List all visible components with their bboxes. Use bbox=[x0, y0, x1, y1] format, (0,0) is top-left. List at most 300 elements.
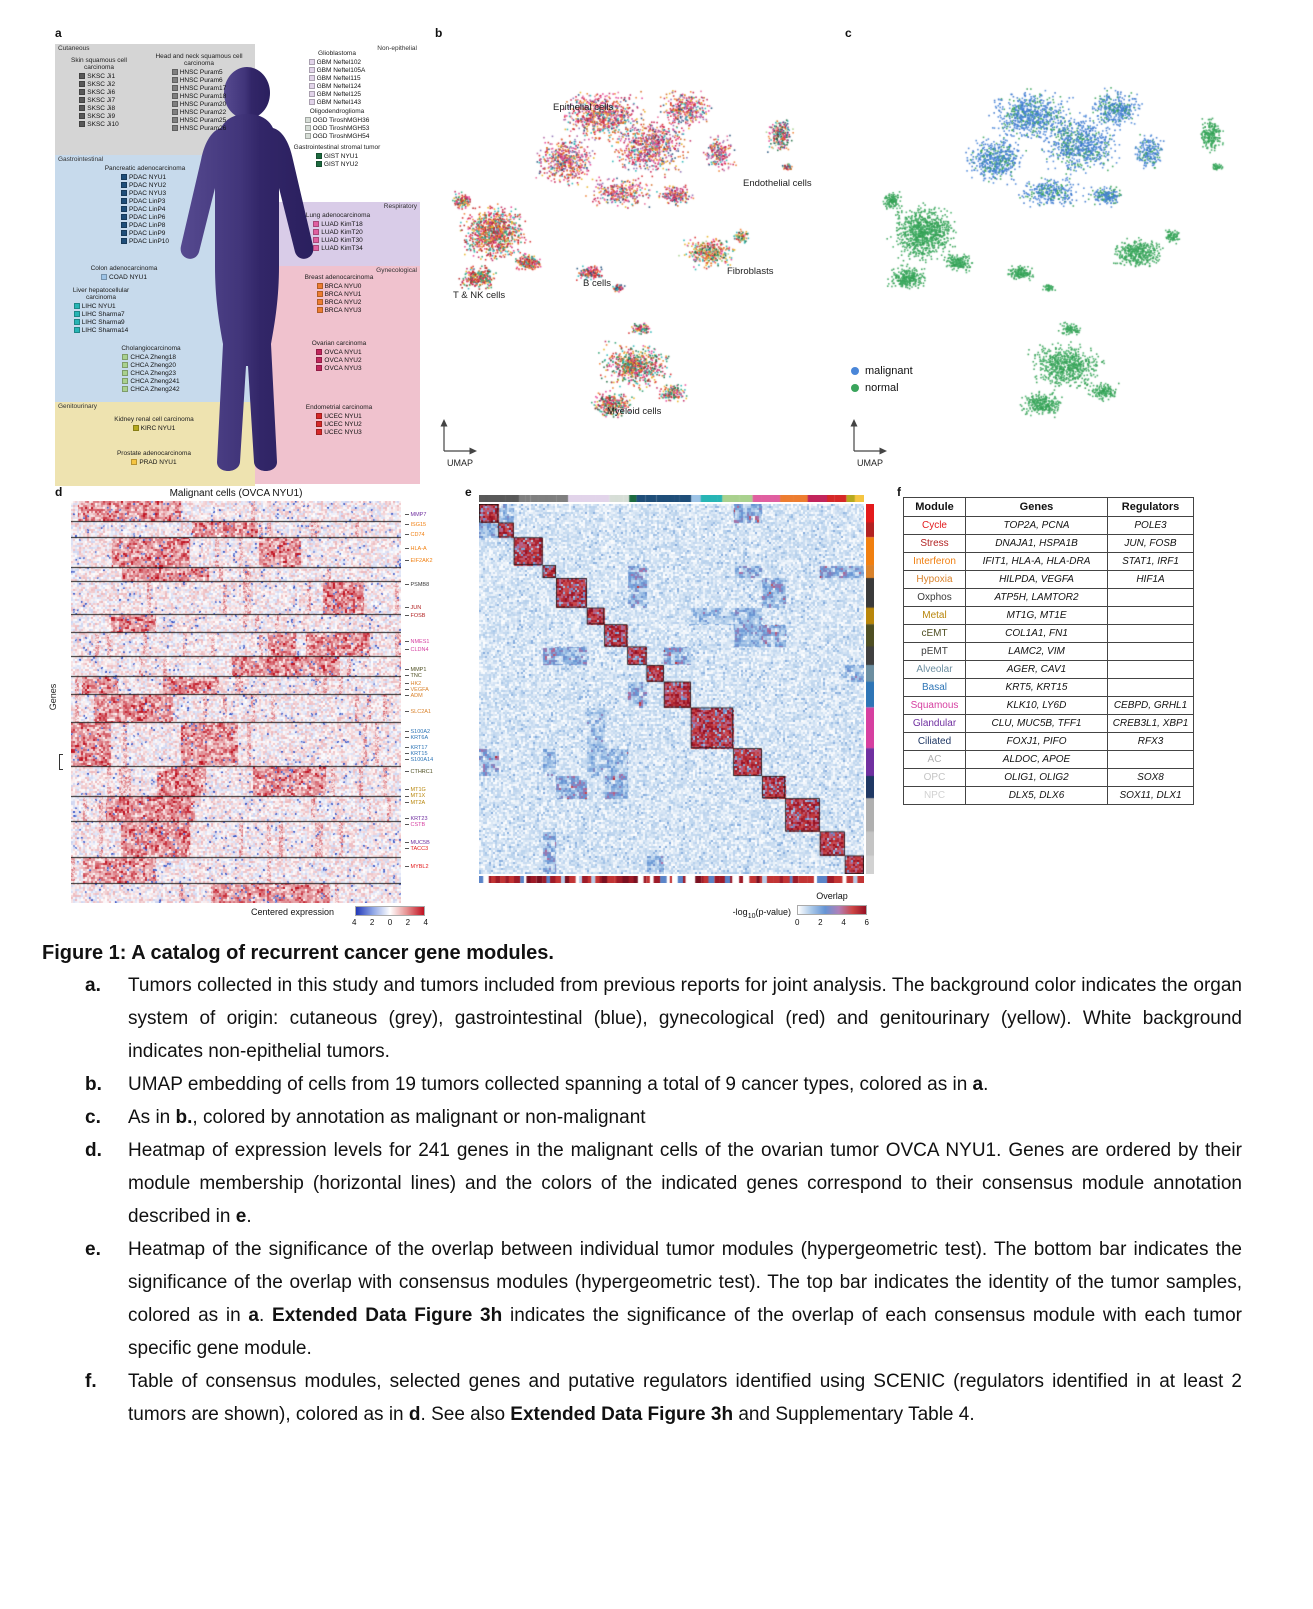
sample-color-swatch bbox=[316, 429, 322, 435]
module-regulators: CREB3L1, XBP1 bbox=[1108, 715, 1194, 733]
sample-name: OVCA NYU2 bbox=[324, 356, 362, 364]
sample-color-swatch bbox=[316, 365, 322, 371]
gene-tick-icon bbox=[405, 759, 409, 760]
figure-caption-title: Figure 1: A catalog of recurrent cancer gene modules. bbox=[42, 942, 554, 964]
sample-color-swatch bbox=[79, 121, 85, 127]
caption-item-text: As in b., colored by annotation as malignant or non-malignant bbox=[128, 1107, 646, 1128]
tumor-sample-item bbox=[121, 213, 169, 221]
tumor-group-title: Pancreatic adenocarcinoma bbox=[104, 165, 186, 172]
tumor-sample-item bbox=[316, 412, 362, 420]
gene-tick-icon bbox=[405, 771, 409, 772]
sample-name: PDAC LinP3 bbox=[128, 197, 166, 205]
panel-b-umap-cell-types bbox=[435, 28, 840, 473]
tumor-sample-item bbox=[316, 152, 358, 160]
panel-e-overlap-heatmap bbox=[465, 487, 893, 942]
sample-color-swatch bbox=[131, 459, 137, 465]
module-genes: HILPDA, VEGFA bbox=[966, 571, 1108, 589]
overlap-colorbar bbox=[797, 905, 867, 915]
tumor-group-title: Lung adenocarcinoma bbox=[305, 212, 371, 219]
tumor-sample-item bbox=[122, 377, 179, 385]
tumor-group-title: Breast adenocarcinoma bbox=[304, 274, 374, 281]
sample-name: OGD TiroshMGH54 bbox=[312, 132, 370, 140]
tumor-sample-item bbox=[121, 229, 169, 237]
module-name: Stress bbox=[904, 535, 966, 553]
tumor-sample-item bbox=[79, 112, 118, 120]
consensus-module-color-bar bbox=[866, 504, 874, 874]
sample-name: GBM Neftel125 bbox=[316, 90, 362, 98]
table-body bbox=[904, 517, 1194, 805]
gene-tick-icon bbox=[405, 534, 409, 535]
cluster-label: Fibroblasts bbox=[727, 266, 774, 277]
sample-name: PDAC LinP4 bbox=[128, 205, 166, 213]
module-name: Interferon bbox=[904, 553, 966, 571]
caption-item-text: UMAP embedding of cells from 19 tumors collected spanning a total of 9 cancer types, colored as in a. bbox=[128, 1074, 989, 1095]
caption-item bbox=[85, 969, 1242, 1068]
sample-color-swatch bbox=[122, 362, 128, 368]
sample-name: PDAC LinP6 bbox=[128, 213, 166, 221]
module-row bbox=[904, 589, 1194, 607]
sample-name: HNSC Puram18 bbox=[179, 92, 227, 100]
tumor-sample-item bbox=[309, 66, 366, 74]
gene-annotation bbox=[405, 674, 422, 680]
sample-color-swatch bbox=[79, 89, 85, 95]
sample-name: GBM Neftel105A bbox=[316, 66, 366, 74]
gene-label: S100A14 bbox=[410, 757, 434, 764]
gene-annotation bbox=[405, 523, 426, 529]
sample-color-swatch bbox=[79, 81, 85, 87]
tumor-sample-item bbox=[172, 68, 227, 76]
caption-items bbox=[42, 969, 1242, 1431]
gene-tick-icon bbox=[405, 789, 409, 790]
sample-color-swatch bbox=[121, 198, 127, 204]
sample-color-swatch bbox=[316, 349, 322, 355]
sample-name: OGD TiroshMGH36 bbox=[312, 116, 370, 124]
sample-name: PRAD NYU1 bbox=[139, 458, 177, 466]
module-row bbox=[904, 715, 1194, 733]
module-regulators bbox=[1108, 607, 1194, 625]
sample-name: HNSC Puram26 bbox=[179, 124, 227, 132]
sample-name: BRCA NYU1 bbox=[324, 290, 362, 298]
caption-item-label: d. bbox=[85, 1140, 102, 1161]
sample-name: UCEC NYU3 bbox=[324, 428, 362, 436]
sample-name: CHCA Zheng20 bbox=[130, 361, 176, 369]
module-regulators bbox=[1108, 661, 1194, 679]
gene-label: MMP7 bbox=[410, 512, 427, 519]
sample-color-swatch bbox=[309, 91, 315, 97]
gene-label: SLC2A1 bbox=[410, 709, 431, 716]
gene-annotation bbox=[405, 847, 428, 853]
gene-label: MMP1 bbox=[410, 666, 427, 673]
tumor-sample-item bbox=[79, 96, 118, 104]
gene-tick-icon bbox=[405, 615, 409, 616]
cluster-label: T & NK cells bbox=[453, 290, 506, 301]
sample-name: OGD TiroshMGH53 bbox=[312, 124, 370, 132]
caption-item bbox=[85, 1101, 1242, 1134]
group-breast bbox=[287, 274, 391, 315]
gene-tick-icon bbox=[405, 796, 409, 797]
gene-annotation bbox=[405, 736, 428, 742]
sample-color-swatch bbox=[313, 237, 319, 243]
gene-label: S100A2 bbox=[410, 729, 431, 736]
consensus-modules-table bbox=[903, 497, 1194, 805]
module-genes: KLK10, LY6D bbox=[966, 697, 1108, 715]
tumor-sample-item bbox=[121, 189, 169, 197]
colorbar-tick: 0 bbox=[387, 918, 393, 927]
module-name: NPC bbox=[904, 787, 966, 805]
group-endometrial bbox=[287, 404, 391, 437]
sample-color-swatch bbox=[122, 386, 128, 392]
module-regulators: SOX8 bbox=[1108, 769, 1194, 787]
module-genes: AGER, CAV1 bbox=[966, 661, 1108, 679]
sample-name: HNSC Puram17 bbox=[179, 84, 227, 92]
caption-item-label: b. bbox=[85, 1074, 102, 1095]
legend-label: normal bbox=[865, 381, 899, 394]
cluster-label: B cells bbox=[583, 278, 611, 289]
module-genes: KRT5, KRT15 bbox=[966, 679, 1108, 697]
module-name: OPC bbox=[904, 769, 966, 787]
sample-color-swatch bbox=[309, 99, 315, 105]
tumor-sample-item bbox=[172, 84, 227, 92]
gene-label: KRT17 bbox=[410, 745, 428, 752]
module-row bbox=[904, 643, 1194, 661]
tumor-sample-item bbox=[309, 82, 366, 90]
module-row bbox=[904, 661, 1194, 679]
gene-annotation bbox=[405, 533, 425, 539]
sample-color-swatch bbox=[121, 238, 127, 244]
gene-tick-icon bbox=[405, 683, 409, 684]
sample-name: LUAD KimT30 bbox=[321, 236, 363, 244]
sample-color-swatch bbox=[121, 214, 127, 220]
tumor-sample-item bbox=[121, 237, 169, 245]
gene-label: ISG15 bbox=[410, 522, 427, 529]
umap-axis-label-c: UMAP bbox=[857, 458, 884, 468]
module-name: Squamous bbox=[904, 697, 966, 715]
table-header-row bbox=[904, 498, 1194, 517]
tumor-sample-item bbox=[122, 353, 179, 361]
tumor-sample-item bbox=[313, 244, 363, 252]
sample-name: LUAD KimT20 bbox=[321, 228, 363, 236]
gene-label: CD74 bbox=[410, 532, 425, 539]
gene-label: NMES1 bbox=[410, 638, 430, 645]
tumor-sample-item bbox=[121, 221, 169, 229]
cluster-label: Epithelial cells bbox=[553, 102, 614, 113]
gene-label: KRT15 bbox=[410, 751, 428, 758]
sample-color-swatch bbox=[74, 319, 80, 325]
gene-annotation bbox=[405, 694, 423, 700]
module-row bbox=[904, 751, 1194, 769]
sample-name: LIHC Sharma14 bbox=[81, 326, 129, 334]
gene-annotation bbox=[405, 823, 425, 829]
sample-name: GBM Neftel102 bbox=[316, 58, 362, 66]
tumor-sample-item bbox=[313, 228, 363, 236]
module-regulators: POLE3 bbox=[1108, 517, 1194, 535]
module-regulators bbox=[1108, 625, 1194, 643]
tumor-sample-item bbox=[121, 197, 169, 205]
sample-color-swatch bbox=[317, 291, 323, 297]
group-prostate bbox=[79, 450, 229, 467]
gene-annotation bbox=[405, 758, 433, 764]
group-skin-squamous bbox=[57, 57, 141, 129]
region-gynecological-label: Gynecological bbox=[376, 267, 417, 274]
module-genes: IFIT1, HLA-A, HLA-DRA bbox=[966, 553, 1108, 571]
tumor-sample-item bbox=[79, 104, 118, 112]
tumor-sample-item bbox=[316, 348, 361, 356]
tumor-group-title: Cholangiocarcinoma bbox=[121, 345, 181, 352]
caption-item-text: Heatmap of expression levels for 241 genes in the malignant cells of the ovarian tumor OVCA NYU1. Genes are ordered by their module membership (horizontal lines) and the colors of the indicated genes correspond to their consensus module annotation described in e. bbox=[128, 1140, 1242, 1227]
module-row bbox=[904, 733, 1194, 751]
sample-name: HNSC Puram25 bbox=[179, 116, 227, 124]
table-header-genes: Genes bbox=[966, 498, 1108, 517]
colorbar-tick: 0 bbox=[795, 918, 800, 927]
sample-color-swatch bbox=[79, 73, 85, 79]
caption-item bbox=[85, 1068, 1242, 1101]
gene-tick-icon bbox=[405, 818, 409, 819]
module-row bbox=[904, 553, 1194, 571]
module-genes: COL1A1, FN1 bbox=[966, 625, 1108, 643]
caption-item bbox=[85, 1365, 1242, 1431]
sample-color-swatch bbox=[121, 182, 127, 188]
tumor-sample-item bbox=[121, 173, 169, 181]
gene-tick-icon bbox=[405, 669, 409, 670]
tumor-sample-item bbox=[79, 80, 118, 88]
sample-name: UCEC NYU2 bbox=[324, 420, 362, 428]
tumor-group-title: Skin squamous cell carcinoma bbox=[71, 57, 127, 71]
module-name: Oxphos bbox=[904, 589, 966, 607]
tumor-group-title: Head and neck squamous cell carcinoma bbox=[155, 53, 243, 67]
gene-tick-icon bbox=[405, 695, 409, 696]
tumor-sample-item bbox=[79, 120, 118, 128]
gene-tick-icon bbox=[405, 584, 409, 585]
sample-color-swatch bbox=[316, 421, 322, 427]
gene-tick-icon bbox=[405, 641, 409, 642]
caption-item-label: f. bbox=[85, 1371, 97, 1392]
colorbar-tick: 4 bbox=[423, 918, 428, 927]
legend-item bbox=[851, 362, 913, 379]
module-row bbox=[904, 625, 1194, 643]
group-oligodendroglioma bbox=[275, 108, 399, 141]
caption-item-text: Heatmap of the significance of the overlap between individual tumor modules (hypergeometric test). The bottom bar indicates the significance of the overlap with consensus modules (hypergeometric test). The top bar indicates the identity of the tumor samples, colored as in a. Extended Data Figure 3h indicates the significance of the overlap of each consensus module with each tumor specific gene module. bbox=[128, 1239, 1242, 1359]
module-name: Ciliated bbox=[904, 733, 966, 751]
module-row bbox=[904, 697, 1194, 715]
umap-axes-icon bbox=[437, 418, 483, 458]
gene-label: PSMB8 bbox=[410, 582, 430, 589]
sample-color-swatch bbox=[79, 97, 85, 103]
sample-name: LIHC Sharma9 bbox=[81, 318, 125, 326]
gene-tick-icon bbox=[405, 747, 409, 748]
module-regulators bbox=[1108, 643, 1194, 661]
gene-tick-icon bbox=[405, 848, 409, 849]
gene-label: ADM bbox=[410, 692, 423, 699]
gene-group-bracket bbox=[59, 754, 63, 770]
sample-name: LIHC NYU1 bbox=[81, 302, 116, 310]
tumor-sample-item bbox=[305, 132, 370, 140]
panel-c-label: c bbox=[845, 26, 852, 40]
gene-annotation bbox=[405, 648, 429, 654]
panel-a-label: a bbox=[55, 26, 62, 40]
module-name: AC bbox=[904, 751, 966, 769]
tumor-sample-item bbox=[309, 90, 366, 98]
gene-label: MYBL2 bbox=[410, 863, 429, 870]
expression-colorbar-ticks bbox=[352, 918, 428, 927]
sample-color-swatch bbox=[79, 113, 85, 119]
caption-item-text: Tumors collected in this study and tumors included from previous reports for joint analysis. The background color indicates the organ system of origin: cutaneous (grey), gastrointestinal (blue), gynecological (red) and genitourinary (yellow). White background indicates non-epithelial tumors. bbox=[128, 975, 1242, 1062]
sample-color-swatch bbox=[313, 229, 319, 235]
consensus-overlap-significance-bar bbox=[479, 876, 864, 883]
panel-e-label: e bbox=[465, 485, 472, 499]
sample-color-swatch bbox=[172, 117, 178, 123]
sample-name: CHCA Zheng23 bbox=[130, 369, 176, 377]
overlap-colorbar-ticks bbox=[795, 918, 869, 927]
sample-color-swatch bbox=[74, 311, 80, 317]
sample-color-swatch bbox=[121, 222, 127, 228]
sample-name: HNSC Puram5 bbox=[179, 68, 223, 76]
tumor-sample-item bbox=[133, 424, 176, 432]
gene-label: HLA-A bbox=[410, 546, 427, 553]
sample-name: SKSC Ji1 bbox=[87, 72, 116, 80]
tumor-sample-item bbox=[172, 92, 227, 100]
overlap-colorbar-label-pre: -log bbox=[732, 907, 748, 917]
tumor-sample-item bbox=[316, 420, 362, 428]
module-name: Cycle bbox=[904, 517, 966, 535]
group-glioblastoma bbox=[281, 50, 393, 107]
sample-color-swatch bbox=[172, 109, 178, 115]
tumor-sample-item bbox=[74, 318, 129, 326]
expression-heatmap-canvas bbox=[71, 501, 401, 903]
module-genes: TOP2A, PCNA bbox=[966, 517, 1108, 535]
gene-tick-icon bbox=[405, 753, 409, 754]
cluster-label: Endothelial cells bbox=[743, 178, 812, 189]
sample-name: SKSC Ji2 bbox=[87, 80, 116, 88]
gene-tick-icon bbox=[405, 689, 409, 690]
gene-label: JUN bbox=[410, 604, 422, 611]
gene-annotation bbox=[405, 801, 425, 807]
gene-label: MT1G bbox=[410, 787, 426, 794]
gene-tick-icon bbox=[405, 649, 409, 650]
tumor-sample-item bbox=[313, 220, 363, 228]
group-pancreatic bbox=[85, 165, 205, 246]
tumor-sample-item bbox=[172, 116, 227, 124]
legend-dot bbox=[851, 367, 859, 375]
tumor-sample-item bbox=[131, 458, 176, 466]
tumor-group-title: Liver hepatocellular carcinoma bbox=[72, 287, 130, 301]
sample-color-swatch bbox=[172, 101, 178, 107]
module-genes: OLIG1, OLIG2 bbox=[966, 769, 1108, 787]
module-genes: MT1G, MT1E bbox=[966, 607, 1108, 625]
gene-label: TACC3 bbox=[410, 845, 429, 852]
tumor-group-title: Ovarian carcinoma bbox=[311, 340, 367, 347]
gene-label: MT1X bbox=[410, 793, 426, 800]
sample-color-swatch bbox=[305, 125, 311, 131]
module-name: Basal bbox=[904, 679, 966, 697]
cluster-label: Myeloid cells bbox=[607, 406, 662, 417]
tumor-sample-item bbox=[74, 302, 129, 310]
group-lung bbox=[283, 212, 393, 253]
overlap-colorbar-label-sub: 10 bbox=[747, 912, 756, 920]
tumor-sample-item bbox=[79, 88, 118, 96]
colorbar-tick: 6 bbox=[864, 918, 869, 927]
sample-name: GBM Neftel115 bbox=[316, 74, 361, 82]
sample-color-swatch bbox=[309, 75, 315, 81]
sample-color-swatch bbox=[172, 85, 178, 91]
legend-item bbox=[851, 379, 913, 396]
tumor-sample-item bbox=[317, 306, 362, 314]
module-overlap-heatmap-canvas bbox=[479, 504, 864, 874]
gene-annotation bbox=[405, 547, 427, 553]
module-regulators: RFX3 bbox=[1108, 733, 1194, 751]
sample-color-swatch bbox=[172, 77, 178, 83]
gene-tick-icon bbox=[405, 842, 409, 843]
sample-color-swatch bbox=[172, 69, 178, 75]
sample-name: KIRC NYU1 bbox=[140, 424, 176, 432]
module-genes: CLU, MUC5B, TFF1 bbox=[966, 715, 1108, 733]
gene-annotation bbox=[405, 640, 429, 646]
gene-tick-icon bbox=[405, 560, 409, 561]
caption-item-label: a. bbox=[85, 975, 101, 996]
group-ovarian bbox=[287, 340, 391, 373]
figure-caption bbox=[42, 942, 1242, 1431]
sample-name: SKSC Ji8 bbox=[87, 104, 116, 112]
panel-d-title: Malignant cells (OVCA NYU1) bbox=[169, 488, 303, 499]
sample-name: LUAD KimT18 bbox=[321, 220, 363, 228]
tumor-sample-item bbox=[172, 100, 227, 108]
cluster-labels-layer bbox=[435, 40, 840, 440]
colorbar-tick: 2 bbox=[369, 918, 375, 927]
gene-tick-icon bbox=[405, 824, 409, 825]
tumor-sample-item bbox=[121, 205, 169, 213]
module-name: cEMT bbox=[904, 625, 966, 643]
region-genitourinary-label: Genitourinary bbox=[58, 403, 98, 410]
gene-tick-icon bbox=[405, 737, 409, 738]
tumor-group-title: Oligodendroglioma bbox=[309, 108, 365, 115]
module-regulators: SOX11, DLX1 bbox=[1108, 787, 1194, 805]
sample-color-swatch bbox=[122, 354, 128, 360]
sample-name: GIST NYU1 bbox=[323, 152, 359, 160]
sample-color-swatch bbox=[316, 357, 322, 363]
region-respiratory-label: Respiratory bbox=[383, 203, 417, 210]
tumor-sample-item bbox=[305, 124, 370, 132]
sample-name: GBM Neftel143 bbox=[316, 98, 362, 106]
module-regulators bbox=[1108, 751, 1194, 769]
module-row bbox=[904, 679, 1194, 697]
gene-tick-icon bbox=[405, 524, 409, 525]
sample-color-swatch bbox=[121, 190, 127, 196]
sample-color-swatch bbox=[317, 307, 323, 313]
module-name: pEMT bbox=[904, 643, 966, 661]
overlap-colorbar-label-post: (p-value) bbox=[755, 907, 791, 917]
malignancy-legend bbox=[851, 362, 913, 396]
sample-color-swatch bbox=[74, 303, 80, 309]
gene-tick-icon bbox=[405, 711, 409, 712]
group-cholangio bbox=[91, 345, 211, 394]
caption-item-label: e. bbox=[85, 1239, 101, 1260]
gene-label: HK2 bbox=[410, 680, 422, 687]
sample-color-swatch bbox=[305, 133, 311, 139]
gene-label: KRT6A bbox=[410, 735, 429, 742]
table-header-regulators: Regulators bbox=[1108, 498, 1194, 517]
module-genes: DNAJA1, HSPA1B bbox=[966, 535, 1108, 553]
module-genes: ALDOC, APOE bbox=[966, 751, 1108, 769]
expression-colorbar bbox=[355, 906, 425, 916]
module-regulators: CEBPD, GRHL1 bbox=[1108, 697, 1194, 715]
group-head-neck-squamous bbox=[147, 53, 251, 133]
sample-color-swatch bbox=[121, 174, 127, 180]
module-regulators bbox=[1108, 679, 1194, 697]
tumor-sample-item bbox=[305, 116, 370, 124]
sample-name: BRCA NYU2 bbox=[324, 298, 362, 306]
gene-label: FOSB bbox=[410, 612, 426, 619]
tumor-sample-item bbox=[172, 76, 227, 84]
gene-label: VEGFA bbox=[410, 686, 429, 693]
